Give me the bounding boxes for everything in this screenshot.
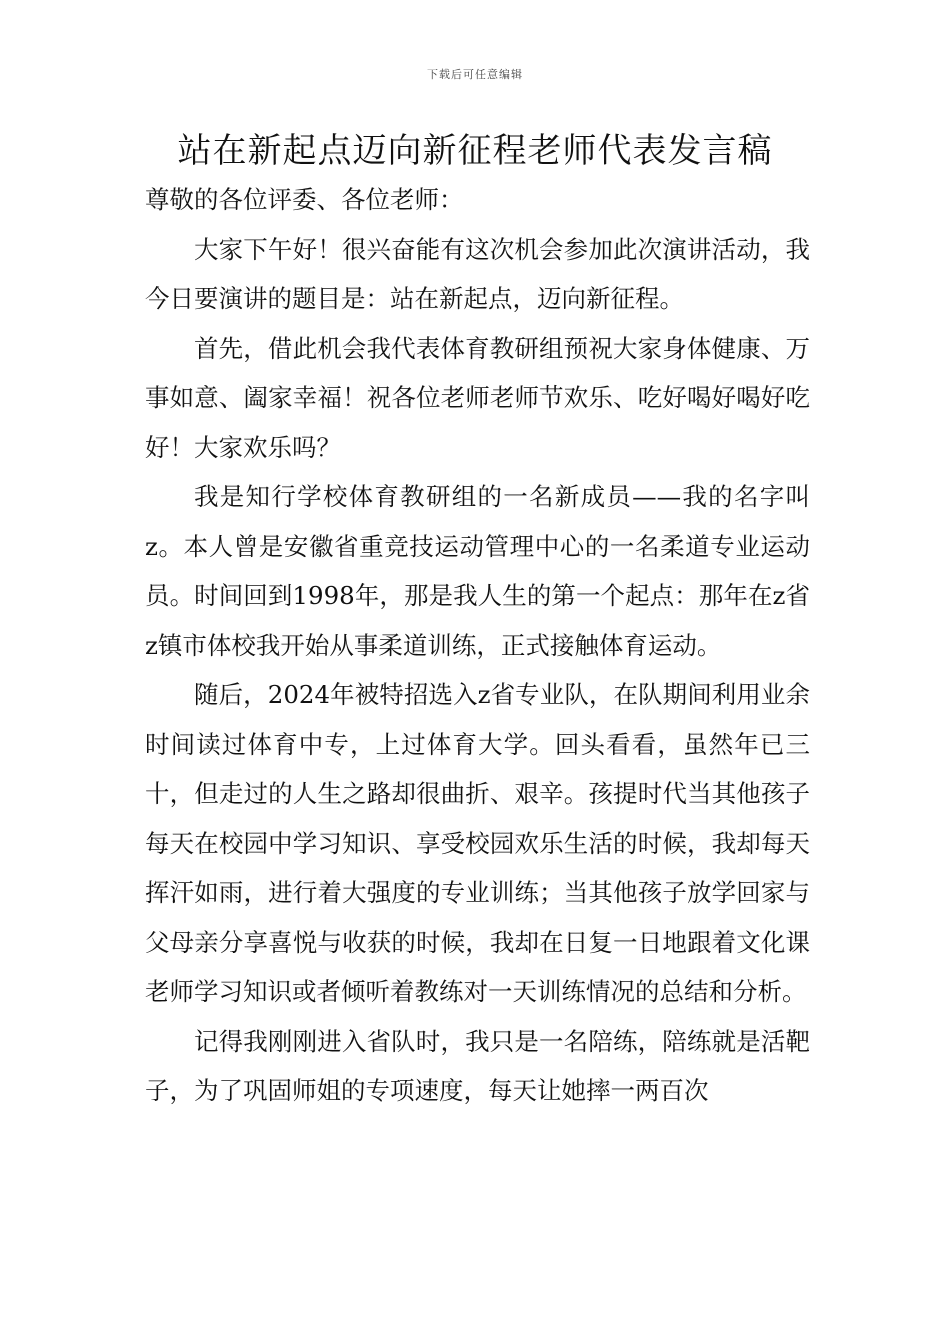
paragraph-greeting: 大家下午好！很兴奋能有这次机会参加此次演讲活动，我今日要演讲的题目是：站在新起点，迈向新征程。: [145, 234, 810, 313]
document-body: [145, 175, 810, 1116]
paragraph-introduction: 我是知行学校体育教研组的一名新成员——我的名字叫z。本人曾是安徽省重竞技运动管理中心的一名柔道专业运动员。时间回到1998年，那是我人生的第一个起点：那年在z省z镇市体校我开始从事柔道训练，正式接触体育运动。: [145, 482, 810, 660]
paragraph-career: 随后，2024年被特招选入z省专业队，在队期间利用业余时间读过体育中专，上过体育大学。回头看看，虽然年已三十，但走过的人生之路却很曲折、艰辛。孩提时代当其他孩子每天在校园中学习知识、享受校园欢乐生活的时候，我却每天挥汗如雨，进行着大强度的专业训练；当其他孩子放学回家与父母亲分享喜悦与收获的时候，我却在日复一日地跟着文化课老师学习知识或者倾听着教练对一天训练情况的总结和分析。: [145, 680, 810, 1006]
salutation: 尊敬的各位评委、各位老师：: [145, 185, 464, 214]
document-title: 站在新起点迈向新征程老师代表发言稿: [177, 131, 773, 171]
header-note: 下载后可任意编辑: [427, 68, 523, 81]
paragraph-wishes: 首先，借此机会我代表体育教研组预祝大家身体健康、万事如意、阖家幸福！祝各位老师老师节欢乐、吃好喝好喝好吃好！大家欢乐吗？: [145, 333, 810, 462]
paragraph-memory: 记得我刚刚进入省队时，我只是一名陪练，陪练就是活靶子，为了巩固师姐的专项速度，每天让她摔一两百次: [145, 1026, 810, 1105]
